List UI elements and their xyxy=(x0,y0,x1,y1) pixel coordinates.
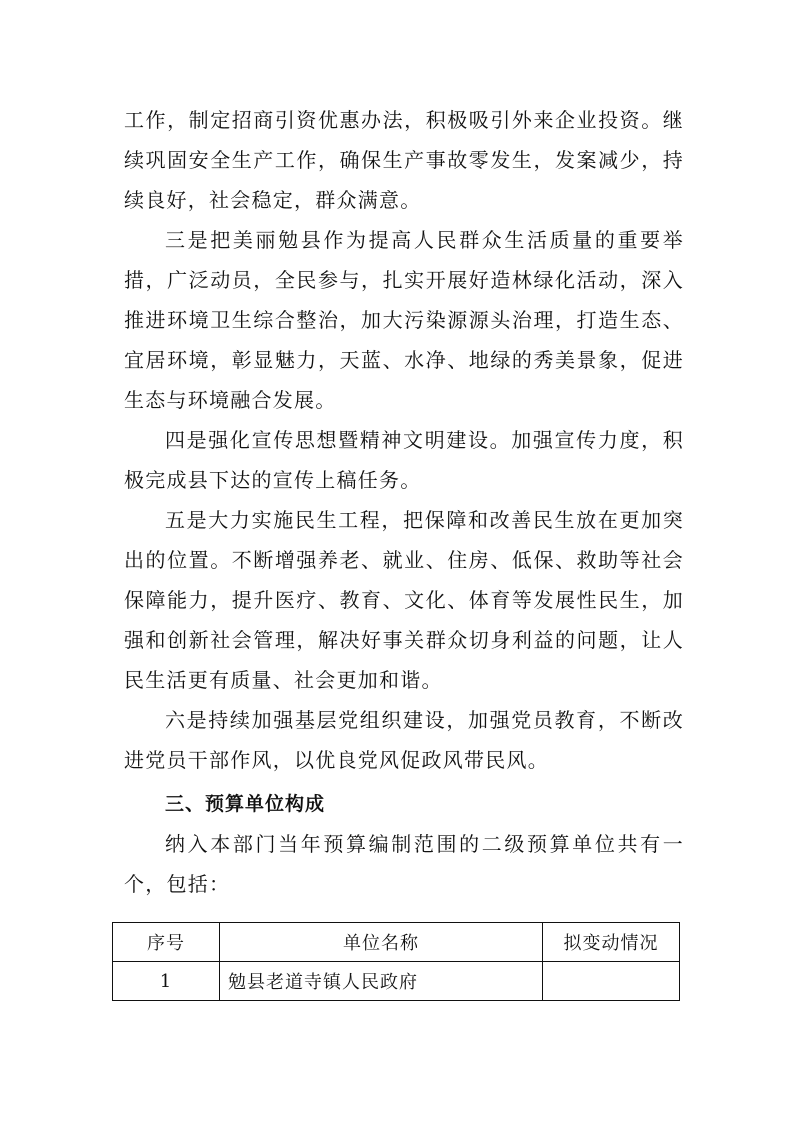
document-body xyxy=(124,100,684,904)
section-heading: 三、预算单位构成 xyxy=(165,793,326,815)
cell-unit-name: 勉县老道寺镇人民政府 xyxy=(220,962,543,1001)
header-no: 序号 xyxy=(113,923,220,962)
table-header-row xyxy=(113,923,680,962)
header-planned-change: 拟变动情况 xyxy=(543,923,680,962)
table-intro: 纳入本部门当年预算编制范围的二级预算单位共有一个，包括： xyxy=(124,832,684,896)
budget-units-table xyxy=(112,922,680,1001)
paragraph-party-building: 六是持续加强基层党组织建设，加强党员教育，不断改进党员干部作风，以优良党风促政风带民风。 xyxy=(124,708,684,772)
table-row xyxy=(113,962,680,1001)
paragraph-publicity: 四是强化宣传思想暨精神文明建设。加强宣传力度，积极完成县下达的宣传上稿任务。 xyxy=(124,428,684,492)
paragraph-livelihood: 五是大力实施民生工程，把保障和改善民生放在更加突出的位置。不断增强养老、就业、住房、低保、救助等社会保障能力，提升医疗、教育、文化、体育等发展性民生，加强和创新社会管理，解决好事关群众切身利益的问题，让人民生活更有质量、社会更加和谐。 xyxy=(124,508,684,692)
cell-no: 1 xyxy=(113,962,220,1001)
paragraph-continuation: 工作，制定招商引资优惠办法，积极吸引外来企业投资。继续巩固安全生产工作，确保生产事故零发生，发案减少，持续良好，社会稳定，群众满意。 xyxy=(124,108,684,212)
paragraph-beautiful-mianxian: 三是把美丽勉县作为提高人民群众生活质量的重要举措，广泛动员，全民参与，扎实开展好造林绿化活动，深入推进环境卫生综合整治，加大污染源源头治理，打造生态、宜居环境，彰显魅力，天蓝、水净、地绿的秀美景象，促进生态与环境融合发展。 xyxy=(124,228,684,412)
cell-planned-change xyxy=(543,962,680,1001)
header-unit-name: 单位名称 xyxy=(220,923,543,962)
